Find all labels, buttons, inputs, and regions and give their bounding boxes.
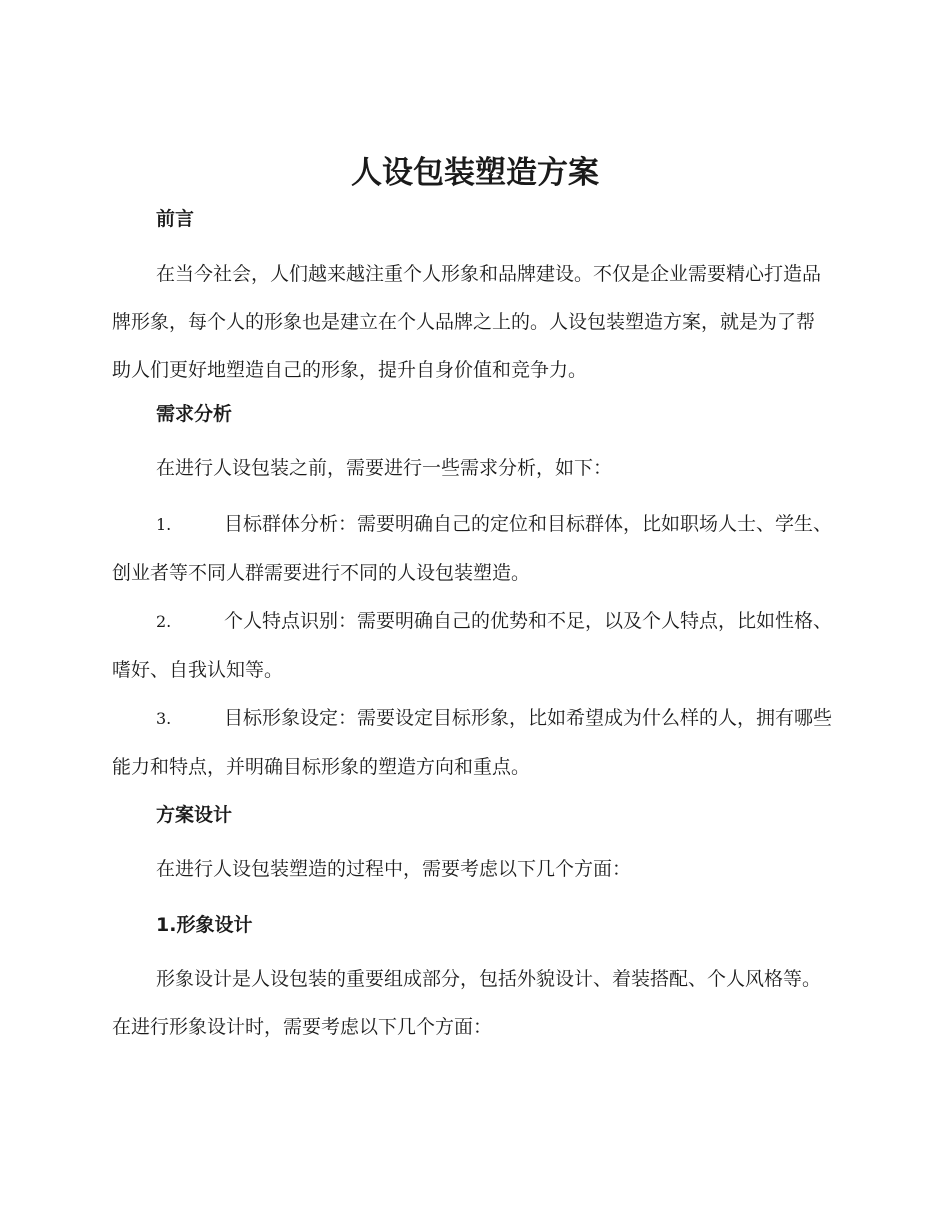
- list-item-text: 个人特点识别：需要明确自己的优势和不足，以及个人特点，比如性格、嗜好、自我认知等。: [112, 610, 833, 681]
- document-title: 人设包装塑造方案: [351, 155, 599, 191]
- list-item-text: 目标形象设定：需要设定目标形象，比如希望成为什么样的人，拥有哪些能力和特点，并明确目标形象的塑造方向和重点。: [112, 707, 833, 778]
- list-item: [112, 694, 832, 791]
- list-item-number: 1.: [156, 515, 172, 534]
- list-item-text: 目标群体分析：需要明确自己的定位和目标群体，比如职场人士、学生、创业者等不同人群需要进行不同的人设包装塑造。: [112, 513, 833, 584]
- subsection-heading-image-design: 1.形象设计: [156, 914, 253, 936]
- list-item: [112, 597, 832, 694]
- section-heading-design: 方案设计: [156, 804, 233, 826]
- design-intro: 在进行人设包装塑造的过程中，需要考虑以下几个方面：: [156, 858, 632, 880]
- list-item: [112, 500, 832, 597]
- list-item-number: 2.: [156, 612, 172, 631]
- image-design-paragraph: 形象设计是人设包装的重要组成部分，包括外貌设计、着装搭配、个人风格等。在进行形象设计时，需要考虑以下几个方面：: [112, 968, 822, 1038]
- section-heading-preface: 前言: [156, 208, 195, 230]
- section-heading-needs: 需求分析: [156, 403, 233, 425]
- list-item-number: 3.: [156, 709, 172, 728]
- preface-paragraph: 在当今社会，人们越来越注重个人形象和品牌建设。不仅是企业需要精心打造品牌形象，每个人的形象也是建立在个人品牌之上的。人设包装塑造方案，就是为了帮助人们更好地塑造自己的形象，提升自身价值和竞争力。: [112, 263, 822, 381]
- needs-intro: 在进行人设包装之前，需要进行一些需求分析，如下：: [156, 457, 613, 479]
